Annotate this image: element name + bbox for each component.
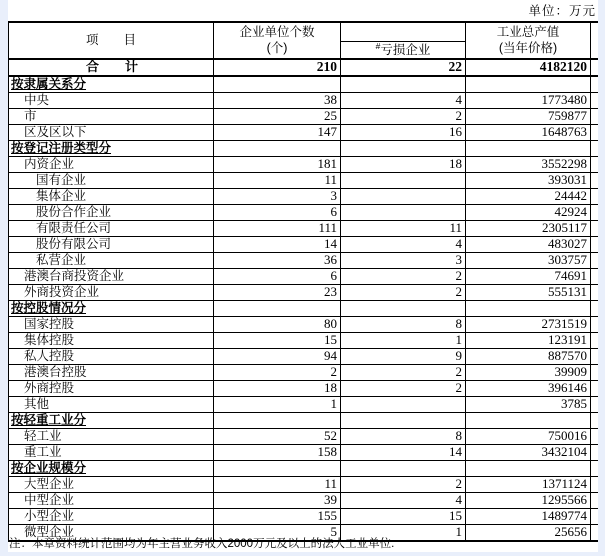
column-header-count-line2: (个) xyxy=(266,41,288,56)
cell-count: 6 xyxy=(214,268,341,284)
cell-output: 1648763 xyxy=(466,124,591,140)
cell-spacer xyxy=(591,444,598,460)
cell-count: 158 xyxy=(214,444,341,460)
cell-count: 23 xyxy=(214,284,341,300)
cell-count xyxy=(214,460,341,476)
cell-output: 24442 xyxy=(466,188,591,204)
data-row xyxy=(9,220,598,236)
cell-loss xyxy=(341,396,466,412)
cell-loss: 16 xyxy=(341,124,466,140)
cell-spacer xyxy=(591,476,598,492)
cell-item-label: 微型企业 xyxy=(9,524,214,541)
cell-count: 147 xyxy=(214,124,341,140)
cell-spacer xyxy=(591,396,598,412)
cell-output: 25656 xyxy=(466,524,591,541)
section-label: 按轻重工业分 xyxy=(11,412,87,427)
cell-item-label: 中央 xyxy=(9,92,214,108)
cell-spacer xyxy=(591,380,598,396)
cell-loss: 8 xyxy=(341,428,466,444)
data-row xyxy=(9,380,598,396)
cell-count xyxy=(214,76,341,93)
cell-item-label: 港澳台控股 xyxy=(9,364,214,380)
cell-loss: 2 xyxy=(341,476,466,492)
cell-count: 181 xyxy=(214,156,341,172)
cell-total-label: 合 计 xyxy=(9,59,214,76)
cell-spacer xyxy=(591,428,598,444)
cell-output: 3785 xyxy=(466,396,591,412)
cell-count: 11 xyxy=(214,476,341,492)
section-row xyxy=(9,460,598,476)
cell-item-label: 内资企业 xyxy=(9,156,214,172)
cell-loss xyxy=(341,188,466,204)
cell-output: 2731519 xyxy=(466,316,591,332)
table-header xyxy=(9,22,598,59)
cell-output: 750016 xyxy=(466,428,591,444)
cell-loss xyxy=(341,76,466,93)
cell-loss: 2 xyxy=(341,364,466,380)
cell-total-count: 210 xyxy=(214,59,341,76)
cell-spacer xyxy=(591,172,598,188)
section-label: 按登记注册类型分 xyxy=(11,140,112,155)
cell-loss: 9 xyxy=(341,348,466,364)
cell-output: 2305117 xyxy=(466,220,591,236)
cell-item-label: 有限责任公司 xyxy=(9,220,214,236)
data-row xyxy=(9,124,598,140)
cell-output: 303757 xyxy=(466,252,591,268)
cell-spacer xyxy=(591,284,598,300)
footnote: 注：本章资料统计范围均为年主营业务收入2000万元及以上的法人工业单位. xyxy=(9,538,395,550)
cell-spacer xyxy=(591,204,598,220)
cell-item-label: 集体控股 xyxy=(9,332,214,348)
cell-loss xyxy=(341,204,466,220)
cell-output: 396146 xyxy=(466,380,591,396)
data-row xyxy=(9,268,598,284)
cell-item-label: 私营企业 xyxy=(9,252,214,268)
cell-item-label: 小型企业 xyxy=(9,508,214,524)
section-label: 按企业规模分 xyxy=(11,460,87,475)
cell-output: 3552298 xyxy=(466,156,591,172)
cell-spacer xyxy=(591,220,598,236)
section-label: 按隶属关系分 xyxy=(11,76,87,91)
data-row xyxy=(9,316,598,332)
cell-item-label xyxy=(9,76,214,93)
cell-total-loss: 22 xyxy=(341,59,466,76)
cell-item-label: 区及区以下 xyxy=(9,124,214,140)
cell-count: 15 xyxy=(214,332,341,348)
cell-loss: 8 xyxy=(341,316,466,332)
cell-item-label: 市 xyxy=(9,108,214,124)
cell-output xyxy=(466,140,591,156)
cell-item-label: 私人控股 xyxy=(9,348,214,364)
cell-spacer xyxy=(591,188,598,204)
data-row xyxy=(9,444,598,460)
cell-loss xyxy=(341,412,466,428)
cell-output: 3432104 xyxy=(466,444,591,460)
cell-item-label: 重工业 xyxy=(9,444,214,460)
cell-item-label xyxy=(9,460,214,476)
cell-loss: 2 xyxy=(341,268,466,284)
cell-item-label: 中型企业 xyxy=(9,492,214,508)
cell-count: 155 xyxy=(214,508,341,524)
data-row xyxy=(9,332,598,348)
data-row xyxy=(9,428,598,444)
column-header-loss-label: 亏损企业 xyxy=(380,42,431,57)
cell-spacer xyxy=(591,236,598,252)
unit-label: 单位：万元 xyxy=(528,4,596,18)
cell-output: 759877 xyxy=(466,108,591,124)
cell-spacer xyxy=(591,252,598,268)
cell-count: 2 xyxy=(214,364,341,380)
section-row xyxy=(9,300,598,316)
cell-spacer xyxy=(591,76,598,93)
data-row xyxy=(9,396,598,412)
cell-output xyxy=(466,460,591,476)
cell-loss: 4 xyxy=(341,492,466,508)
cell-count: 6 xyxy=(214,204,341,220)
cell-item-label xyxy=(9,412,214,428)
data-row xyxy=(9,492,598,508)
cell-item-label: 集体企业 xyxy=(9,188,214,204)
cell-output: 555131 xyxy=(466,284,591,300)
data-row xyxy=(9,508,598,524)
cell-loss: 15 xyxy=(341,508,466,524)
data-row xyxy=(9,252,598,268)
cell-output: 1371124 xyxy=(466,476,591,492)
cell-item-label: 股份有限公司 xyxy=(9,236,214,252)
cell-loss: 2 xyxy=(341,380,466,396)
cell-item-label: 轻工业 xyxy=(9,428,214,444)
cell-spacer xyxy=(591,492,598,508)
cell-output: 887570 xyxy=(466,348,591,364)
cell-item-label: 股份合作企业 xyxy=(9,204,214,220)
hash-marker: # xyxy=(375,41,381,51)
cell-item-label: 外商投资企业 xyxy=(9,284,214,300)
cell-item-label: 其他 xyxy=(9,396,214,412)
statistics-table xyxy=(8,21,598,542)
cell-output: 483027 xyxy=(466,236,591,252)
cell-item-label: 大型企业 xyxy=(9,476,214,492)
cell-count xyxy=(214,412,341,428)
header-spacer-cell xyxy=(591,22,598,59)
cell-loss xyxy=(341,460,466,476)
data-row xyxy=(9,156,598,172)
section-row xyxy=(9,412,598,428)
column-header-output-line2: (当年价格) xyxy=(498,41,558,56)
cell-count: 5 xyxy=(214,524,341,541)
cell-count: 25 xyxy=(214,108,341,124)
cell-spacer xyxy=(591,460,598,476)
cell-count xyxy=(214,140,341,156)
cell-output xyxy=(466,300,591,316)
data-row xyxy=(9,172,598,188)
cell-spacer xyxy=(591,332,598,348)
cell-count: 80 xyxy=(214,316,341,332)
cell-spacer xyxy=(591,300,598,316)
cell-loss xyxy=(341,140,466,156)
cell-loss: 4 xyxy=(341,92,466,108)
cell-spacer xyxy=(591,124,598,140)
cell-spacer xyxy=(591,59,598,76)
cell-output xyxy=(466,76,591,93)
cell-count: 3 xyxy=(214,188,341,204)
section-row xyxy=(9,76,598,93)
column-header-item: 项 目 xyxy=(9,22,214,59)
cell-count: 1 xyxy=(214,396,341,412)
table-body xyxy=(9,59,598,541)
cell-spacer xyxy=(591,268,598,284)
cell-item-label xyxy=(9,300,214,316)
cell-count: 94 xyxy=(214,348,341,364)
data-row xyxy=(9,476,598,492)
cell-loss: 2 xyxy=(341,108,466,124)
data-row xyxy=(9,188,598,204)
cell-loss: 11 xyxy=(341,220,466,236)
cell-loss xyxy=(341,300,466,316)
cell-total-output: 4182120 xyxy=(466,59,591,76)
cell-output: 123191 xyxy=(466,332,591,348)
cell-spacer xyxy=(591,348,598,364)
cell-loss: 14 xyxy=(341,444,466,460)
data-row xyxy=(9,284,598,300)
cell-item-label xyxy=(9,140,214,156)
cell-item-label: 国有企业 xyxy=(9,172,214,188)
cell-loss: 1 xyxy=(341,524,466,541)
cell-spacer xyxy=(591,140,598,156)
column-header-count xyxy=(214,22,341,59)
header-row-1 xyxy=(9,22,598,41)
data-row xyxy=(9,108,598,124)
cell-item-label: 国家控股 xyxy=(9,316,214,332)
data-row xyxy=(9,348,598,364)
document-page xyxy=(8,0,598,552)
cell-output: 39909 xyxy=(466,364,591,380)
cell-count xyxy=(214,300,341,316)
cell-output: 393031 xyxy=(466,172,591,188)
cell-count: 14 xyxy=(214,236,341,252)
cell-count: 38 xyxy=(214,92,341,108)
data-row xyxy=(9,204,598,220)
cell-output: 1773480 xyxy=(466,92,591,108)
column-header-output xyxy=(466,22,591,59)
cell-spacer xyxy=(591,508,598,524)
cell-count: 36 xyxy=(214,252,341,268)
cell-item-label: 港澳台商投资企业 xyxy=(9,268,214,284)
cell-loss: 18 xyxy=(341,156,466,172)
cell-item-label: 外商控股 xyxy=(9,380,214,396)
cell-output: 1489774 xyxy=(466,508,591,524)
cell-spacer xyxy=(591,364,598,380)
data-row xyxy=(9,92,598,108)
data-row xyxy=(9,236,598,252)
cell-count: 111 xyxy=(214,220,341,236)
cell-loss: 3 xyxy=(341,252,466,268)
section-label: 按控股情况分 xyxy=(11,300,87,315)
column-header-output-line1: 工业总产值 xyxy=(496,25,560,40)
cell-count: 39 xyxy=(214,492,341,508)
cell-spacer xyxy=(591,108,598,124)
cell-spacer xyxy=(591,316,598,332)
column-header-loss-top-cell xyxy=(341,22,466,41)
cell-output: 74691 xyxy=(466,268,591,284)
total-row xyxy=(9,59,598,76)
section-row xyxy=(9,140,598,156)
cell-loss xyxy=(341,172,466,188)
cell-count: 11 xyxy=(214,172,341,188)
cell-loss: 4 xyxy=(341,236,466,252)
cell-output: 42924 xyxy=(466,204,591,220)
cell-count: 18 xyxy=(214,380,341,396)
cell-count: 52 xyxy=(214,428,341,444)
column-header-count-line1: 企业单位个数 xyxy=(239,25,315,40)
cell-loss: 1 xyxy=(341,332,466,348)
cell-spacer xyxy=(591,92,598,108)
cell-output: 1295566 xyxy=(466,492,591,508)
data-row xyxy=(9,364,598,380)
cell-output xyxy=(466,412,591,428)
cell-spacer xyxy=(591,412,598,428)
column-header-loss xyxy=(341,41,466,59)
cell-spacer xyxy=(591,156,598,172)
cell-loss: 2 xyxy=(341,284,466,300)
